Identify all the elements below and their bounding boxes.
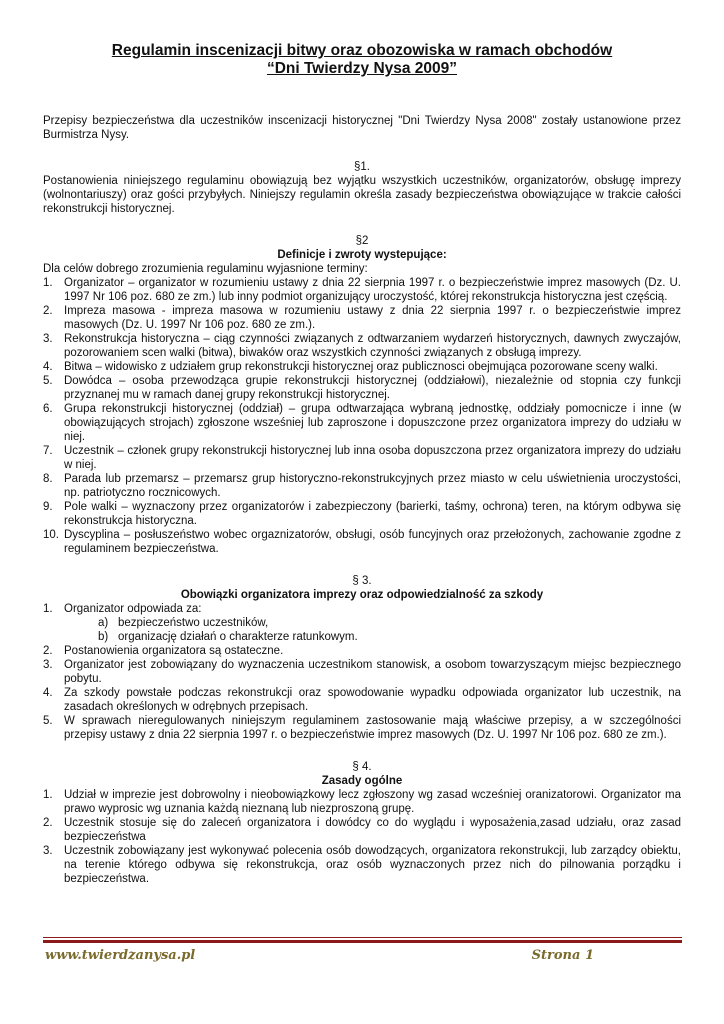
footer-page-number: Strona 1 — [531, 948, 594, 963]
list-item — [43, 304, 681, 332]
document-page — [43, 42, 681, 886]
item-number: 6. — [43, 403, 53, 415]
list-item — [43, 816, 681, 844]
item-number: 3. — [43, 333, 53, 345]
section-3 — [43, 574, 681, 742]
section-4-number: § 4. — [352, 761, 372, 773]
list-item — [43, 402, 681, 444]
list-item — [43, 500, 681, 528]
section-4-heading: Zasady ogólne — [321, 775, 403, 787]
item-number: 1. — [43, 789, 53, 801]
list-item — [43, 374, 681, 402]
footer-divider-thick — [43, 940, 682, 943]
item-number: 5. — [43, 715, 53, 727]
section-3-heading: Obowiązki organizatora imprezy oraz odpowiedzialność za szkody — [180, 589, 544, 601]
item-number: 2. — [43, 645, 53, 657]
section-2-heading: Definicje i zwroty wystepujące: — [277, 249, 447, 261]
footer-divider — [43, 937, 682, 938]
item-number: 7. — [43, 445, 53, 457]
section-1 — [43, 160, 681, 216]
definitions-list — [43, 276, 681, 556]
item-number: 8. — [43, 473, 53, 485]
list-item — [43, 714, 681, 742]
list-item — [43, 528, 681, 556]
page-title — [43, 42, 681, 78]
footer-row — [43, 949, 682, 963]
item-text: Grupa rekonstrukcji historycznej (oddział) – grupa odtwarzająca wybraną jednostkę, oddziały pomocnicze i inne (w obowiązujących strojach) zgłoszone wsześniej lub zaproszone i dopuszczone przez organizatora imprezy do udziału w niej. — [64, 403, 681, 443]
item-number: 1. — [43, 603, 53, 615]
title-line-2: “Dni Twierdzy Nysa 2009” — [266, 60, 458, 77]
item-text: Udział w imprezie jest dobrowolny i nieobowiązkowy lecz zgłoszony wg zasad wcześniej oranizatorowi. Organizator ma prawo wyprosic wg uznania każdą nieznaną lub niezproszoną grupę. — [64, 789, 681, 815]
list-item — [43, 644, 681, 658]
intro-paragraph: Przepisy bezpieczeństwa dla uczestników inscenizacji historycznej "Dni Twierdzy Nysa 2008" zostały ustanowione przez Burmistrza Nysy. — [43, 115, 681, 141]
title-line-1: Regulamin inscenizacji bitwy oraz obozowiska w ramach obchodów — [111, 42, 613, 59]
item-text: Organizator – organizator w rozumieniu ustawy z dnia 22 sierpnia 1997 r. o bezpieczeństwie imprez masowych (Dz. U. 1997 Nr 106 poz. 680 ze zm.) lub inny podmiot organizujący uroczystość, której rekonstrukcja historyczna jest częścią. — [64, 277, 681, 303]
sub-item — [43, 616, 681, 630]
list-item — [43, 276, 681, 304]
item-text: Parada lub przemarsz – przemarsz grup historyczno-rekonstrukcyjnych przez miasto w celu uświetnienia uroczystości, np. patriotyczno rocznicowych. — [64, 473, 681, 499]
section-3-number: § 3. — [352, 575, 372, 587]
item-text: Dyscyplina – posłuszeństwo wobec orgaznizatorów, obsługi, osób funcyjnych oraz przełożonych, zachowanie zgodne z regulaminem bezpieczeństwa. — [64, 529, 681, 555]
list-item — [43, 444, 681, 472]
item-number: 4. — [43, 361, 53, 373]
list-item — [43, 602, 681, 616]
item-text: Rekonstrukcja historyczna – ciąg czynności związanych z odtwarzaniem wydarzeń historycznych, dawnych zwyczajów, pozorowaniem scen walki (bitwa), biwaków oraz wszystkich czynności związanych z obsługą imprezy. — [64, 333, 681, 359]
item-number: 9. — [43, 501, 53, 513]
list-item — [43, 788, 681, 816]
section-2-number: §2 — [355, 235, 369, 247]
item-text: W sprawach nieregulowanych niniejszym regulaminem zastosowanie mają właściwe przepisy, a w szczególności przepisy ustawy z dnia 22 sierpnia 1997 r. o bezpieczeństwie imprez masowych (Dz. U. 1997 Nr 106 poz. 680 ze zm.). — [64, 715, 681, 741]
section-2-lead: Dla celów dobrego zrozumienia regulaminu wyjasnione terminy: — [43, 263, 368, 275]
list-item — [43, 844, 681, 886]
section-4 — [43, 760, 681, 886]
item-number: 3. — [43, 845, 53, 857]
item-text: Bitwa – widowisko z udziałem grup rekonstrukcji historycznej oraz publicznosci obejmująca pozorowane sceny walki. — [64, 361, 658, 373]
item-text: Impreza masowa - impreza masowa w rozumieniu ustawy z dnia 22 sierpnia 1997 r. o bezpieczeństwie imprez masowych (Dz. U. 1997 Nr 106 poz. 680 ze zm.). — [64, 305, 681, 331]
section-1-text: Postanowienia niniejszego regulaminu obowiązują bez wyjątku wszystkich uczestników, organizatorów, obsługę imprezy (wolnontariuszy) oraz gości przybyłych. Niniejszy regulamin określa zasady bezpieczeństwa obowiązujące w trakcie całości rekonstrukcji historycznej. — [43, 175, 681, 215]
sub-item-letter: b) — [98, 631, 109, 643]
item-text: Dowódca – osoba przewodząca grupie rekonstrukcji historycznej (oddziałowi), niezależnie od stopnia czy funkcji przyznanej mu w ramach danej grupy rekonstrukcji historycznej. — [64, 375, 681, 401]
list-item — [43, 658, 681, 686]
list-item — [43, 332, 681, 360]
item-text: Uczestnik zobowiązany jest wykonywać polecenia osób dowodzących, organizatora rekonstrukcji, lub zarządcy obiektu, na terenie którego odbywa się rekonstrukcja, oraz osób wyznaczonych przez nich do pilnowania porządku i bezpieczeństwa. — [64, 845, 681, 885]
item-text: Organizator odpowiada za: — [64, 603, 202, 615]
item-number: 2. — [43, 817, 53, 829]
sub-item — [43, 630, 681, 644]
page-footer — [43, 937, 682, 963]
obligations-list — [43, 602, 681, 742]
item-number: 5. — [43, 375, 53, 387]
item-number: 3. — [43, 659, 53, 671]
general-rules-list — [43, 788, 681, 886]
section-2 — [43, 234, 681, 556]
item-text: Postanowienia organizatora są ostateczne. — [64, 645, 284, 657]
section-1-number: §1. — [354, 161, 370, 173]
list-item — [43, 360, 681, 374]
item-text: Pole walki – wyznaczony przez organizatorów i zabezpieczony (barierki, taśmy, ochrona) teren, na którym odbywa się rekonstrukcja historyczna. — [64, 501, 681, 527]
item-text: Uczestnik – członek grupy rekonstrukcji historycznej lub inna osoba dopuszczona przez organizatora imprezy do udziału w niej. — [64, 445, 681, 471]
sub-item-text: organizację działań o charakterze ratunkowym. — [118, 631, 358, 643]
item-text: Za szkody powstałe podczas rekonstrukcji oraz spowodowanie wypadku odpowiada organizator lub uczestnik, na zasadach określonych w odrębnych przepisach. — [64, 687, 681, 713]
list-item — [43, 472, 681, 500]
footer-website-link[interactable]: www.twierdzanysa.pl — [45, 948, 196, 963]
sub-item-text: bezpieczeństwo uczestników, — [118, 617, 269, 629]
item-number: 4. — [43, 687, 53, 699]
sub-item-letter: a) — [98, 617, 109, 629]
item-text: Organizator jest zobowiązany do wyznaczenia uczestnikom stanowisk, a osobom towarzyszącym miejsc bezpiecznego pobytu. — [64, 659, 681, 685]
item-number: 1. — [43, 277, 53, 289]
item-number: 10. — [43, 529, 59, 541]
list-item — [43, 686, 681, 714]
item-number: 2. — [43, 305, 53, 317]
item-text: Uczestnik stosuje się do zaleceń organizatora i dowódcy co do wyglądu i wyposażenia,zasad udziału, oraz zasad bezpieczeństwa — [64, 817, 681, 843]
